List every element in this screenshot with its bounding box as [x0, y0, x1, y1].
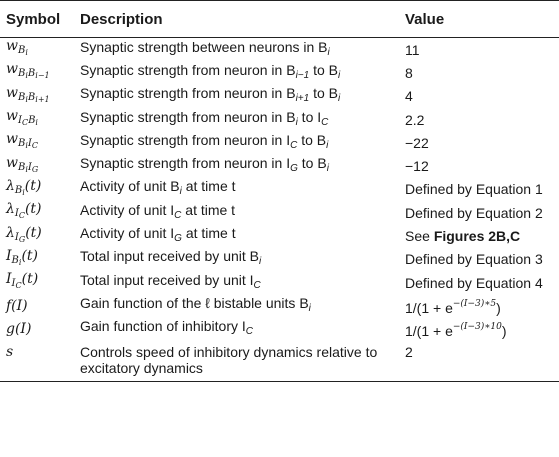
description-cell: Synaptic strength from neuron in $B_{i-1}$ to $B_i$	[80, 61, 341, 81]
symbol-cell: $\lambda_{I_C}(t)$	[6, 201, 42, 221]
symbol-cell: $w_{B_iB_{i+1}}$	[6, 84, 50, 104]
value-cell: Defined by Equation 4	[405, 274, 543, 291]
symbol-cell: s	[0, 341, 80, 382]
value-cell: See Figures 2B,C	[405, 228, 521, 245]
table-row	[0, 294, 559, 317]
symbol-cell: $w_{B_iI_G}$	[6, 154, 39, 174]
table-row	[0, 224, 559, 247]
symbol-cell: $w_{B_iI_C}$	[6, 131, 38, 151]
symbol-cell: $w_{I_CB_i}$	[6, 108, 38, 128]
symbol-cell: $w_{B_i}$	[6, 38, 28, 58]
value-cell: −12	[405, 158, 429, 175]
value-cell: −22	[405, 134, 429, 151]
description-cell: Synaptic strength from neuron in $B_i$ to $I_C$	[80, 108, 329, 128]
table-row	[0, 271, 559, 294]
symbol-cell: $\lambda_{I_G}(t)$	[6, 224, 42, 244]
symbol-cell: $I_{I_C}(t)$	[6, 271, 39, 291]
table-row	[0, 178, 559, 201]
value-cell: Defined by Equation 2	[405, 204, 543, 221]
value-cell: 2.2	[405, 111, 425, 128]
table-header-row	[0, 1, 559, 38]
symbol-cell: f(I)	[6, 297, 28, 314]
value-cell: Defined by Equation 3	[405, 251, 543, 268]
table-row	[0, 154, 559, 177]
description-cell: Activity of unit $I_G$ at time t	[80, 225, 236, 245]
figure-link[interactable]: Figures 2B,C	[433, 228, 521, 245]
value-cell: 2	[405, 341, 559, 382]
symbol-cell: $w_{B_iB_{i-1}}$	[6, 61, 50, 81]
table-row	[0, 61, 559, 84]
description-cell: Synaptic strength between neurons in $B_i$	[80, 38, 330, 58]
table-row	[0, 108, 559, 131]
symbol-cell: $\lambda_{B_i}(t)$	[6, 177, 42, 197]
description-cell: Controls speed of inhibitory dynamics relative to excitatory dynamics	[80, 341, 405, 382]
value-cell: 11	[405, 41, 420, 58]
description-cell: Synaptic strength from neuron in $I_G$ to $B_i$	[80, 155, 329, 175]
description-cell: Activity of unit $I_C$ at time t	[80, 201, 236, 221]
value-cell: 8	[405, 64, 413, 81]
table-row	[0, 341, 559, 382]
table-row	[0, 201, 559, 224]
symbol-cell: g(I)	[6, 321, 32, 338]
symbol-cell: $I_{B_i}(t)$	[6, 247, 39, 267]
description-cell: Activity of unit $B_i$ at time t	[80, 178, 236, 198]
value-cell: $1/(1 + e^{-(I-3)∗5})$	[405, 298, 501, 316]
table-row	[0, 131, 559, 154]
description-cell: Gain function of inhibitory $I_C$	[80, 318, 253, 338]
description-cell: Gain function of the ℓ bistable units $B_i$	[80, 294, 311, 314]
table-row	[0, 318, 559, 341]
value-cell: 4	[405, 88, 413, 105]
header-value: Value	[405, 1, 559, 38]
table-row	[0, 38, 559, 62]
description-cell: Synaptic strength from neuron in $B_{i+1}$ to $B_i$	[80, 85, 341, 105]
header-description: Description	[80, 1, 405, 38]
description-cell: Synaptic strength from neuron in $I_C$ to $B_i$	[80, 131, 329, 151]
table-row	[0, 85, 559, 108]
description-cell: Total input received by unit $B_i$	[80, 248, 262, 268]
value-cell: Defined by Equation 1	[405, 181, 543, 198]
value-cell: $1/(1 + e^{-(I-3)∗10})$	[405, 322, 507, 340]
table-row	[0, 248, 559, 271]
header-symbol: Symbol	[0, 1, 80, 38]
description-cell: Total input received by unit $I_C$	[80, 271, 261, 291]
